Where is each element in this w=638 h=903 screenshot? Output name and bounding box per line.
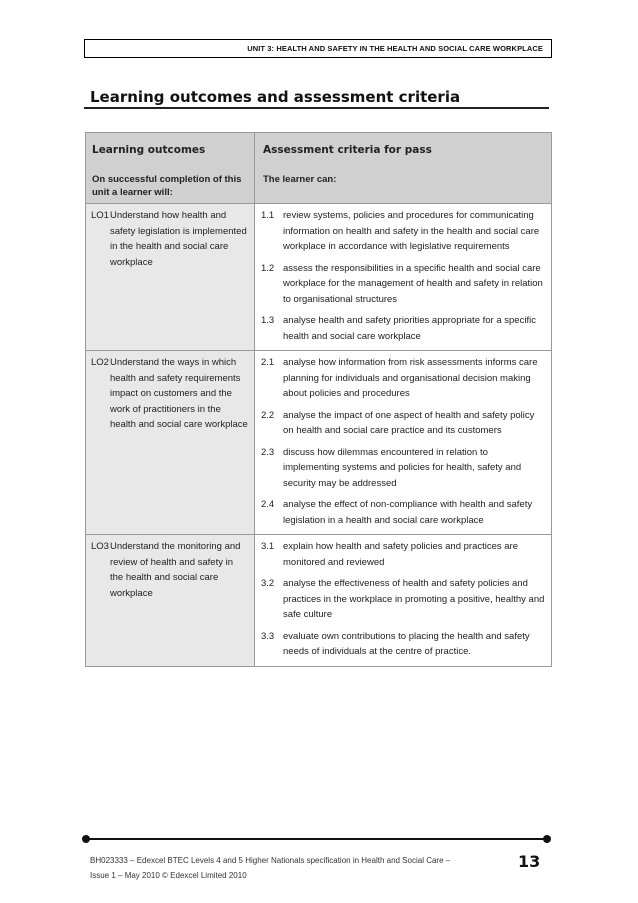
page-number: 13 <box>518 852 541 871</box>
criterion-item <box>261 261 545 308</box>
header-col-outcomes <box>86 133 255 203</box>
table-row <box>86 535 551 666</box>
criterion-number: 1.1 <box>261 210 275 221</box>
outcome-code: LO1 <box>91 210 109 221</box>
running-header <box>84 39 552 58</box>
outcome-text: Understand the monitoring and review of health and safety in the health and social care workplace <box>109 541 241 599</box>
criterion-item <box>261 539 545 570</box>
criterion-text: analyse the effectiveness of health and safety policies and practices in the workplace in promoting a positive, healthy and safe culture <box>283 578 545 620</box>
criterion-number: 3.1 <box>261 541 275 552</box>
header-criteria-sub: The learner can: <box>263 174 337 185</box>
table-row <box>86 204 551 351</box>
outcomes-table <box>85 132 552 667</box>
header-col-criteria <box>255 133 551 203</box>
criterion-text: discuss how dilemmas encountered in relation to implementing systems and policies for health, safety and security may be addressed <box>283 446 522 489</box>
table-row <box>86 351 551 535</box>
table-body <box>86 204 551 666</box>
criterion-number: 1.3 <box>261 315 275 326</box>
criterion-number: 2.2 <box>261 409 275 421</box>
criterion-number: 2.4 <box>261 499 275 510</box>
learning-outcome-cell <box>86 204 255 350</box>
criterion-item <box>261 408 545 439</box>
header-outcomes-sub: On successful completion of this unit a learner will: <box>92 174 242 198</box>
criterion-text: review systems, policies and procedures for communicating information on health and safety in the health and social care workplace in accordance with legislative requirements <box>283 210 540 252</box>
criterion-text: analyse health and safety priorities appropriate for a specific health and social care workplace <box>283 315 536 342</box>
criterion-number: 3.3 <box>261 630 275 642</box>
criterion-item <box>261 576 545 623</box>
criterion-item <box>261 355 545 402</box>
footer-text <box>90 853 490 883</box>
criterion-item <box>261 208 545 255</box>
criterion-number: 2.3 <box>261 446 275 458</box>
section-title: Learning outcomes and assessment criteria <box>90 88 461 106</box>
footer-dot-right <box>543 835 551 843</box>
criterion-text: analyse how information from risk assessments informs care planning for individuals and organisational decision making about policies and procedures <box>283 357 538 399</box>
criteria-cell <box>255 204 551 350</box>
header-criteria-title: Assessment criteria for pass <box>263 144 432 156</box>
outcome-code: LO2 <box>91 357 109 368</box>
criteria-cell <box>255 351 551 534</box>
criterion-text: analyse the effect of non-compliance with health and safety legislation in a health and social care workplace <box>283 499 533 526</box>
header-outcomes-title: Learning outcomes <box>92 144 206 156</box>
criterion-item <box>261 629 545 660</box>
criterion-text: analyse the impact of one aspect of health and safety policy on health and social care practice and its customers <box>283 409 535 436</box>
outcome-text: Understand how health and safety legislation is implemented in the health and social care workplace <box>109 210 247 268</box>
outcome-text: Understand the ways in which health and safety requirements impact on customers and the work of practitioners in the health and social care workplace <box>109 357 248 430</box>
footer-line-1: BH023333 – Edexcel BTEC Levels 4 and 5 Higher Nationals specification in Health and Social Care – <box>90 856 451 865</box>
outcome-code: LO3 <box>91 541 109 552</box>
criteria-cell <box>255 535 551 666</box>
criterion-number: 2.1 <box>261 357 275 368</box>
criterion-number: 1.2 <box>261 262 275 274</box>
learning-outcome-cell <box>86 535 255 666</box>
criterion-item <box>261 445 545 492</box>
criterion-item <box>261 313 545 344</box>
learning-outcome-cell <box>86 351 255 534</box>
footer-rule <box>86 838 546 840</box>
criterion-text: evaluate own contributions to placing the health and safety needs of individuals at the centre of practice. <box>283 630 530 657</box>
criterion-text: explain how health and safety policies and practices are monitored and reviewed <box>283 541 519 568</box>
criterion-item <box>261 497 545 528</box>
unit-title: UNIT 3: HEALTH AND SAFETY IN THE HEALTH AND SOCIAL CARE WORKPLACE <box>247 44 543 53</box>
criterion-text: assess the responsibilities in a specific health and social care workplace for the management of health and safety in relation to organisational structures <box>283 262 543 305</box>
table-header <box>86 133 551 204</box>
criterion-number: 3.2 <box>261 578 275 589</box>
footer-line-2: Issue 1 – May 2010 © Edexcel Limited 2010 <box>90 871 247 880</box>
title-underline <box>84 107 549 109</box>
